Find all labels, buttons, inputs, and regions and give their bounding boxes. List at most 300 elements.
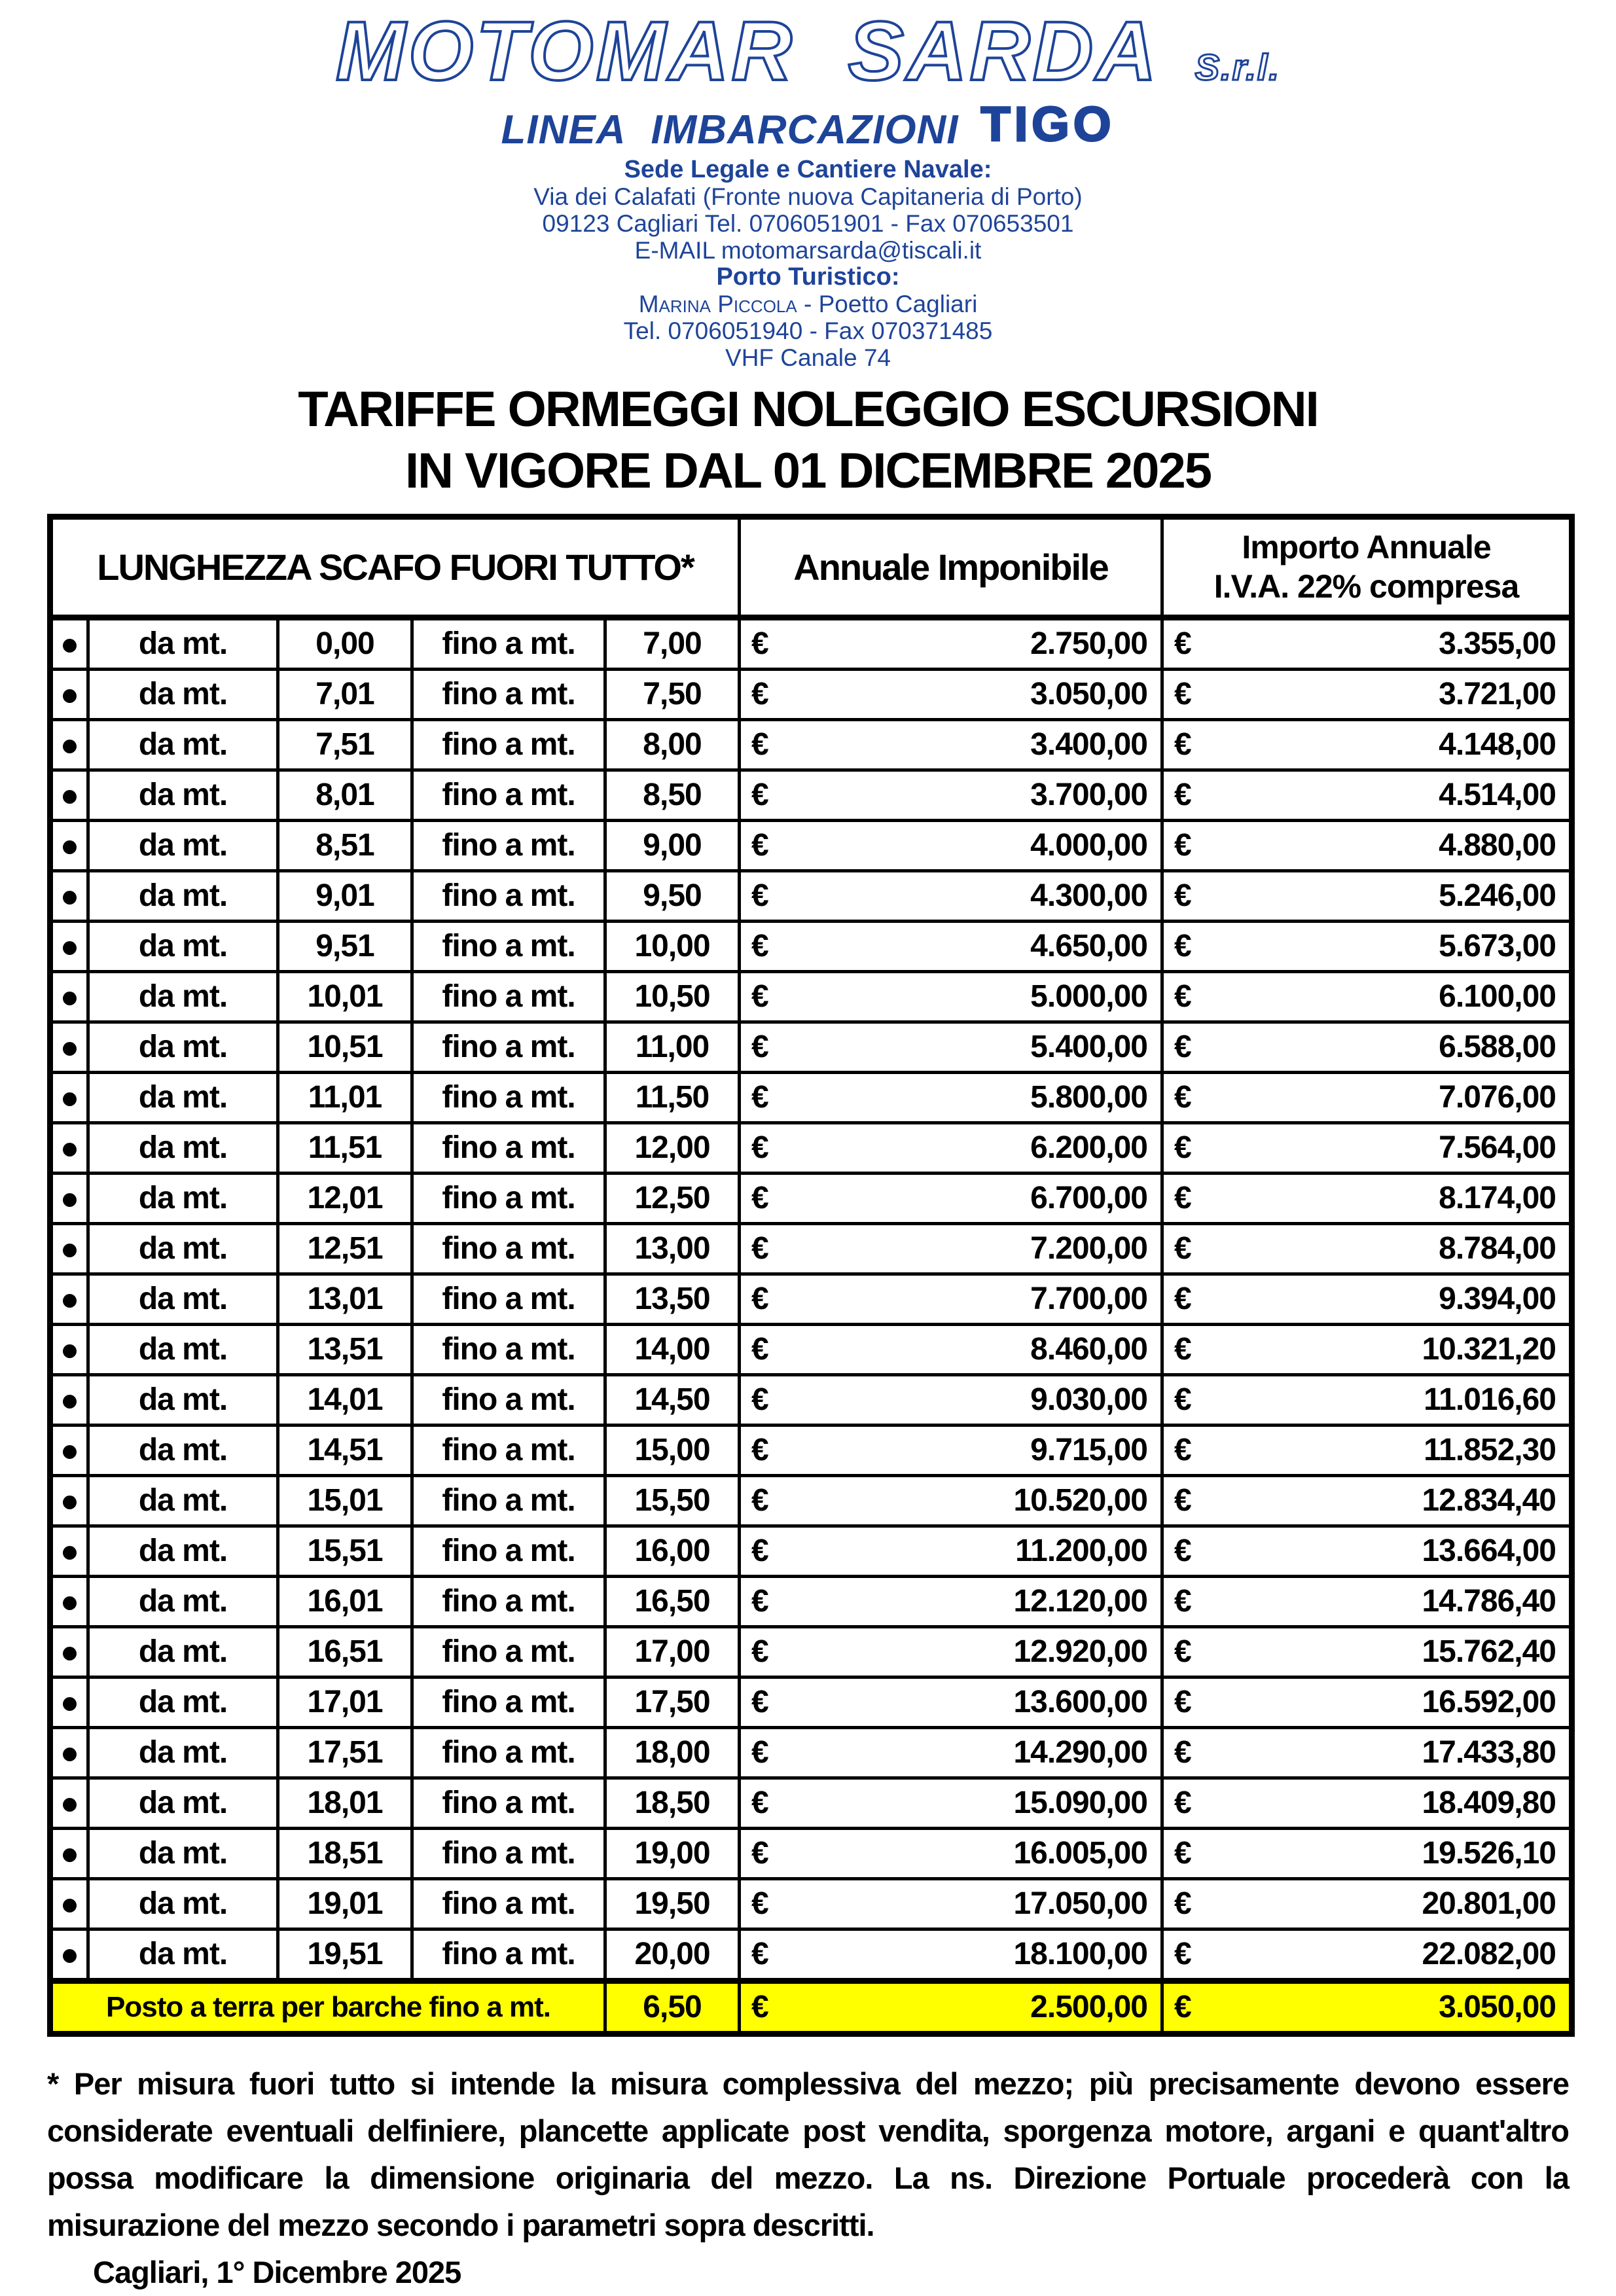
bullet-icon	[63, 689, 77, 703]
euro-sign: €	[1174, 1685, 1191, 1720]
row-bullet-cell	[50, 1929, 88, 1981]
bullet-icon	[63, 740, 77, 753]
row-imponibile-value: 15.090,00	[1013, 1785, 1147, 1821]
row-imponibile-cell	[740, 921, 1162, 971]
title-line-2: IN VIGORE DAL 01 DICEMBRE 2025	[405, 442, 1211, 499]
row-from-value: 17,01	[278, 1677, 412, 1727]
row-imponibile-cell	[740, 770, 1162, 820]
row-fino-label: fino a mt.	[412, 1677, 605, 1727]
row-from-value: 11,01	[278, 1072, 412, 1122]
row-da-label: da mt.	[88, 669, 278, 719]
euro-sign: €	[751, 1990, 768, 2025]
row-fino-label: fino a mt.	[412, 669, 605, 719]
euro-sign: €	[1174, 1181, 1191, 1216]
row-da-label: da mt.	[88, 719, 278, 770]
euro-sign: €	[1174, 1030, 1191, 1065]
row-from-value: 19,51	[278, 1929, 412, 1981]
bullet-icon	[63, 840, 77, 854]
row-from-value: 13,01	[278, 1274, 412, 1324]
row-imponibile-cell	[740, 1022, 1162, 1072]
row-bullet-cell	[50, 1526, 88, 1576]
row-imponibile-cell	[740, 1425, 1162, 1475]
bullet-icon	[63, 891, 77, 905]
row-from-value: 16,51	[278, 1626, 412, 1677]
euro-sign: €	[1174, 828, 1191, 863]
euro-sign: €	[751, 778, 768, 813]
euro-sign: €	[1174, 1382, 1191, 1418]
header-iva-line2: I.V.A. 22% compresa	[1213, 568, 1519, 605]
euro-sign: €	[1174, 1332, 1191, 1367]
row-imponibile-cell	[740, 971, 1162, 1022]
row-iva-value: 20.801,00	[1422, 1886, 1556, 1922]
row-to-value: 8,50	[605, 770, 740, 820]
bullet-icon	[63, 1445, 77, 1459]
bullet-icon	[63, 1546, 77, 1560]
row-iva-cell	[1162, 669, 1572, 719]
row-from-value: 18,01	[278, 1778, 412, 1828]
row-imponibile-cell	[740, 1878, 1162, 1929]
header-imponibile: Annuale Imponibile	[740, 516, 1162, 617]
row-iva-cell	[1162, 1576, 1572, 1626]
row-da-label: da mt.	[88, 1425, 278, 1475]
row-iva-value: 4.514,00	[1439, 778, 1556, 813]
row-iva-value: 17.433,80	[1422, 1735, 1556, 1770]
table-body	[50, 617, 1572, 1981]
row-imponibile-cell	[740, 1727, 1162, 1778]
row-da-label: da mt.	[88, 971, 278, 1022]
row-to-value: 15,00	[605, 1425, 740, 1475]
row-da-label: da mt.	[88, 1677, 278, 1727]
row-iva-cell	[1162, 1778, 1572, 1828]
row-to-value: 13,50	[605, 1274, 740, 1324]
row-fino-label: fino a mt.	[412, 1122, 605, 1173]
posto-a-terra-label: Posto a terra per barche fino a mt.	[50, 1981, 605, 2034]
row-iva-value: 6.588,00	[1439, 1030, 1556, 1065]
row-from-value: 10,51	[278, 1022, 412, 1072]
row-fino-label: fino a mt.	[412, 971, 605, 1022]
tigo-logo: TIGO	[980, 96, 1115, 151]
euro-sign: €	[1174, 1634, 1191, 1670]
row-imponibile-value: 10.520,00	[1013, 1483, 1147, 1518]
euro-sign: €	[751, 1836, 768, 1871]
row-da-label: da mt.	[88, 1324, 278, 1374]
row-iva-value: 12.834,40	[1422, 1483, 1556, 1518]
row-from-value: 14,51	[278, 1425, 412, 1475]
row-imponibile-cell	[740, 870, 1162, 921]
bullet-icon	[63, 992, 77, 1005]
bullet-icon	[63, 1949, 77, 1963]
row-imponibile-value: 5.000,00	[1030, 979, 1147, 1014]
row-iva-value: 22.082,00	[1422, 1937, 1556, 1972]
row-imponibile-value: 2.750,00	[1030, 626, 1147, 662]
row-imponibile-cell	[740, 1475, 1162, 1526]
euro-sign: €	[751, 1634, 768, 1670]
row-imponibile-cell	[740, 1778, 1162, 1828]
bullet-icon	[63, 790, 77, 804]
euro-sign: €	[1174, 1483, 1191, 1518]
row-to-value: 16,50	[605, 1576, 740, 1626]
row-fino-label: fino a mt.	[412, 870, 605, 921]
row-fino-label: fino a mt.	[412, 1022, 605, 1072]
row-imponibile-value: 3.700,00	[1030, 778, 1147, 813]
euro-sign: €	[751, 1030, 768, 1065]
row-imponibile-cell	[740, 1576, 1162, 1626]
row-fino-label: fino a mt.	[412, 1778, 605, 1828]
bullet-icon	[63, 1798, 77, 1812]
bullet-icon	[63, 1244, 77, 1257]
row-to-value: 17,00	[605, 1626, 740, 1677]
table-row	[50, 1274, 1572, 1324]
euro-sign: €	[751, 1130, 768, 1166]
row-fino-label: fino a mt.	[412, 617, 605, 669]
row-from-value: 12,01	[278, 1173, 412, 1223]
row-imponibile-value: 18.100,00	[1013, 1937, 1147, 1972]
company-suffix: S.r.l.	[1194, 46, 1281, 88]
row-iva-value: 14.786,40	[1422, 1584, 1556, 1619]
euro-sign: €	[751, 878, 768, 914]
table-row	[50, 1878, 1572, 1929]
posto-a-terra-iva-cell	[1162, 1981, 1572, 2034]
row-from-value: 12,51	[278, 1223, 412, 1274]
row-iva-value: 8.784,00	[1439, 1231, 1556, 1266]
row-da-label: da mt.	[88, 1828, 278, 1878]
marina-line	[47, 291, 1569, 317]
row-da-label: da mt.	[88, 1072, 278, 1122]
euro-sign: €	[751, 929, 768, 964]
euro-sign: €	[751, 979, 768, 1014]
bullet-icon	[63, 1748, 77, 1761]
row-bullet-cell	[50, 1727, 88, 1778]
row-iva-cell	[1162, 1374, 1572, 1425]
table-row	[50, 1072, 1572, 1122]
euro-sign: €	[751, 677, 768, 712]
euro-sign: €	[1174, 727, 1191, 762]
porto-turistico-label: Porto Turistico:	[716, 262, 900, 291]
row-iva-cell	[1162, 1274, 1572, 1324]
row-fino-label: fino a mt.	[412, 1223, 605, 1274]
euro-sign: €	[751, 1382, 768, 1418]
row-fino-label: fino a mt.	[412, 1526, 605, 1576]
row-imponibile-value: 12.120,00	[1013, 1584, 1147, 1619]
euro-sign: €	[751, 1231, 768, 1266]
row-bullet-cell	[50, 1778, 88, 1828]
row-da-label: da mt.	[88, 1526, 278, 1576]
row-bullet-cell	[50, 669, 88, 719]
row-from-value: 0,00	[278, 617, 412, 669]
row-to-value: 14,50	[605, 1374, 740, 1425]
row-bullet-cell	[50, 1374, 88, 1425]
row-imponibile-cell	[740, 1274, 1162, 1324]
row-iva-value: 7.076,00	[1439, 1080, 1556, 1115]
euro-sign: €	[1174, 1130, 1191, 1166]
row-fino-label: fino a mt.	[412, 1878, 605, 1929]
euro-sign: €	[1174, 1937, 1191, 1972]
row-imponibile-value: 3.400,00	[1030, 727, 1147, 762]
row-to-value: 15,50	[605, 1475, 740, 1526]
row-iva-cell	[1162, 921, 1572, 971]
row-from-value: 14,01	[278, 1374, 412, 1425]
row-bullet-cell	[50, 1072, 88, 1122]
row-bullet-cell	[50, 719, 88, 770]
table-row	[50, 1727, 1572, 1778]
row-da-label: da mt.	[88, 1727, 278, 1778]
row-to-value: 9,50	[605, 870, 740, 921]
bullet-icon	[63, 941, 77, 955]
row-to-value: 10,00	[605, 921, 740, 971]
table-row	[50, 617, 1572, 669]
row-bullet-cell	[50, 1677, 88, 1727]
linea-imbarcazioni-label: LINEA IMBARCAZIONI	[501, 107, 959, 152]
row-imponibile-value: 11.200,00	[1015, 1534, 1147, 1569]
row-iva-cell	[1162, 1929, 1572, 1981]
euro-sign: €	[751, 1886, 768, 1922]
row-da-label: da mt.	[88, 1374, 278, 1425]
row-to-value: 9,00	[605, 820, 740, 870]
euro-sign: €	[1174, 1282, 1191, 1317]
row-to-value: 11,50	[605, 1072, 740, 1122]
row-to-value: 7,50	[605, 669, 740, 719]
table-row	[50, 1022, 1572, 1072]
row-iva-cell	[1162, 1122, 1572, 1173]
euro-sign: €	[751, 1735, 768, 1770]
row-imponibile-value: 8.460,00	[1030, 1332, 1147, 1367]
row-iva-cell	[1162, 870, 1572, 921]
row-iva-cell	[1162, 1878, 1572, 1929]
row-imponibile-value: 17.050,00	[1013, 1886, 1147, 1922]
header-length: LUNGHEZZA SCAFO FUORI TUTTO*	[50, 516, 740, 617]
bullet-icon	[63, 639, 77, 653]
row-from-value: 15,51	[278, 1526, 412, 1576]
row-iva-cell	[1162, 1072, 1572, 1122]
row-imponibile-value: 12.920,00	[1013, 1634, 1147, 1670]
row-bullet-cell	[50, 617, 88, 669]
posto-a-terra-iva-value: 3.050,00	[1439, 1990, 1556, 2025]
row-fino-label: fino a mt.	[412, 719, 605, 770]
table-row	[50, 1576, 1572, 1626]
row-iva-value: 4.880,00	[1439, 828, 1556, 863]
row-iva-cell	[1162, 1677, 1572, 1727]
row-imponibile-cell	[740, 1828, 1162, 1878]
bullet-icon	[63, 1042, 77, 1056]
row-fino-label: fino a mt.	[412, 820, 605, 870]
row-fino-label: fino a mt.	[412, 1374, 605, 1425]
row-iva-cell	[1162, 1425, 1572, 1475]
table-row	[50, 1324, 1572, 1374]
row-fino-label: fino a mt.	[412, 1626, 605, 1677]
posto-a-terra-length: 6,50	[605, 1981, 740, 2034]
euro-sign: €	[1174, 1785, 1191, 1821]
row-to-value: 12,50	[605, 1173, 740, 1223]
row-iva-value: 19.526,10	[1422, 1836, 1556, 1871]
table-row	[50, 1929, 1572, 1981]
row-da-label: da mt.	[88, 1475, 278, 1526]
row-from-value: 7,01	[278, 669, 412, 719]
row-from-value: 8,51	[278, 820, 412, 870]
euro-sign: €	[751, 1584, 768, 1619]
row-bullet-cell	[50, 921, 88, 971]
row-fino-label: fino a mt.	[412, 1274, 605, 1324]
row-imponibile-value: 13.600,00	[1013, 1685, 1147, 1720]
row-from-value: 16,01	[278, 1576, 412, 1626]
row-da-label: da mt.	[88, 770, 278, 820]
row-iva-value: 3.721,00	[1439, 677, 1556, 712]
row-from-value: 10,01	[278, 971, 412, 1022]
row-from-value: 13,51	[278, 1324, 412, 1374]
row-iva-value: 3.355,00	[1439, 626, 1556, 662]
row-from-value: 18,51	[278, 1828, 412, 1878]
row-imponibile-cell	[740, 1677, 1162, 1727]
row-imponibile-cell	[740, 1374, 1162, 1425]
euro-sign: €	[751, 1534, 768, 1569]
bullet-icon	[63, 1496, 77, 1509]
table-row	[50, 1475, 1572, 1526]
row-da-label: da mt.	[88, 870, 278, 921]
row-imponibile-value: 4.300,00	[1030, 878, 1147, 914]
row-bullet-cell	[50, 770, 88, 820]
bullet-icon	[63, 1697, 77, 1711]
row-imponibile-cell	[740, 1223, 1162, 1274]
footnote-text: * Per misura fuori tutto si intende la misura complessiva del mezzo; più precisamente devono essere considerate eventuali delfiniere, plancette applicate post vendita, sporgenza motore, argani e quant'altro possa modificare la dimensione originaria del mezzo. La ns. Direzione Portuale procederà con la misurazione del mezzo secondo i parametri sopra descritti.	[47, 2066, 1569, 2242]
euro-sign: €	[751, 1282, 768, 1317]
row-to-value: 18,00	[605, 1727, 740, 1778]
table-header	[50, 516, 1572, 617]
table-row	[50, 1223, 1572, 1274]
row-bullet-cell	[50, 1828, 88, 1878]
row-iva-cell	[1162, 1022, 1572, 1072]
posto-a-terra-row	[50, 1981, 1572, 2034]
row-iva-value: 11.852,30	[1424, 1433, 1556, 1468]
table-row	[50, 1677, 1572, 1727]
row-imponibile-cell	[740, 1324, 1162, 1374]
row-to-value: 13,00	[605, 1223, 740, 1274]
bullet-icon	[63, 1899, 77, 1912]
row-to-value: 8,00	[605, 719, 740, 770]
row-iva-cell	[1162, 770, 1572, 820]
city-tel-line: 09123 Cagliari Tel. 0706051901 - Fax 070653501	[542, 209, 1074, 237]
row-bullet-cell	[50, 1223, 88, 1274]
row-from-value: 9,01	[278, 870, 412, 921]
row-imponibile-cell	[740, 1072, 1162, 1122]
euro-sign: €	[751, 1483, 768, 1518]
row-iva-cell	[1162, 1526, 1572, 1576]
row-imponibile-value: 16.005,00	[1013, 1836, 1147, 1871]
row-iva-value: 6.100,00	[1439, 979, 1556, 1014]
row-from-value: 15,01	[278, 1475, 412, 1526]
date-line: Cagliari, 1° Dicembre 2025	[93, 2254, 461, 2289]
row-da-label: da mt.	[88, 1122, 278, 1173]
row-to-value: 16,00	[605, 1526, 740, 1576]
euro-sign: €	[751, 1937, 768, 1972]
row-bullet-cell	[50, 870, 88, 921]
row-bullet-cell	[50, 1324, 88, 1374]
bullet-icon	[63, 1143, 77, 1157]
row-to-value: 12,00	[605, 1122, 740, 1173]
euro-sign: €	[751, 626, 768, 662]
row-from-value: 17,51	[278, 1727, 412, 1778]
table-row	[50, 719, 1572, 770]
euro-sign: €	[1174, 1836, 1191, 1871]
row-da-label: da mt.	[88, 1929, 278, 1981]
euro-sign: €	[751, 727, 768, 762]
table-row	[50, 1173, 1572, 1223]
row-imponibile-cell	[740, 820, 1162, 870]
row-to-value: 14,00	[605, 1324, 740, 1374]
logo-subtitle-line	[47, 96, 1569, 152]
company-header	[47, 5, 1569, 371]
row-da-label: da mt.	[88, 1022, 278, 1072]
euro-sign: €	[751, 1785, 768, 1821]
row-da-label: da mt.	[88, 1223, 278, 1274]
row-from-value: 8,01	[278, 770, 412, 820]
tariff-table	[47, 514, 1575, 2037]
row-iva-value: 9.394,00	[1439, 1282, 1556, 1317]
row-to-value: 20,00	[605, 1929, 740, 1981]
row-iva-cell	[1162, 1828, 1572, 1878]
sede-legale-label: Sede Legale e Cantiere Navale:	[624, 155, 992, 183]
row-fino-label: fino a mt.	[412, 1072, 605, 1122]
email-line: E-MAIL motomarsarda@tiscali.it	[634, 236, 982, 264]
row-bullet-cell	[50, 971, 88, 1022]
row-iva-value: 13.664,00	[1422, 1534, 1556, 1569]
euro-sign: €	[1174, 1735, 1191, 1770]
header-iva-line1: Importo Annuale	[1242, 529, 1491, 566]
table-row	[50, 971, 1572, 1022]
euro-sign: €	[1174, 1534, 1191, 1569]
row-bullet-cell	[50, 1626, 88, 1677]
euro-sign: €	[1174, 1433, 1191, 1468]
row-bullet-cell	[50, 1878, 88, 1929]
company-logo: MOTOMAR SARDA	[335, 5, 1159, 98]
table-row	[50, 770, 1572, 820]
row-da-label: da mt.	[88, 1778, 278, 1828]
row-imponibile-value: 3.050,00	[1030, 677, 1147, 712]
row-fino-label: fino a mt.	[412, 1727, 605, 1778]
bullet-icon	[63, 1344, 77, 1358]
bullet-icon	[63, 1294, 77, 1308]
bullet-icon	[63, 1092, 77, 1106]
row-iva-value: 16.592,00	[1422, 1685, 1556, 1720]
table-row	[50, 870, 1572, 921]
row-da-label: da mt.	[88, 617, 278, 669]
table-row	[50, 1425, 1572, 1475]
euro-sign: €	[1174, 626, 1191, 662]
euro-sign: €	[1174, 1990, 1191, 2025]
row-iva-cell	[1162, 1173, 1572, 1223]
row-iva-cell	[1162, 1727, 1572, 1778]
row-bullet-cell	[50, 1022, 88, 1072]
row-fino-label: fino a mt.	[412, 1576, 605, 1626]
table-row	[50, 1778, 1572, 1828]
row-da-label: da mt.	[88, 1878, 278, 1929]
euro-sign: €	[751, 1332, 768, 1367]
row-imponibile-cell	[740, 1929, 1162, 1981]
euro-sign: €	[1174, 1886, 1191, 1922]
table-row	[50, 1122, 1572, 1173]
euro-sign: €	[1174, 979, 1191, 1014]
row-from-value: 19,01	[278, 1878, 412, 1929]
bullet-icon	[63, 1596, 77, 1610]
euro-sign: €	[1174, 778, 1191, 813]
row-imponibile-value: 9.715,00	[1030, 1433, 1147, 1468]
row-to-value: 18,50	[605, 1778, 740, 1828]
row-bullet-cell	[50, 1475, 88, 1526]
row-fino-label: fino a mt.	[412, 1828, 605, 1878]
euro-sign: €	[751, 828, 768, 863]
row-imponibile-value: 9.030,00	[1030, 1382, 1147, 1418]
row-iva-value: 10.321,20	[1422, 1332, 1556, 1367]
row-imponibile-value: 4.650,00	[1030, 929, 1147, 964]
row-fino-label: fino a mt.	[412, 1475, 605, 1526]
